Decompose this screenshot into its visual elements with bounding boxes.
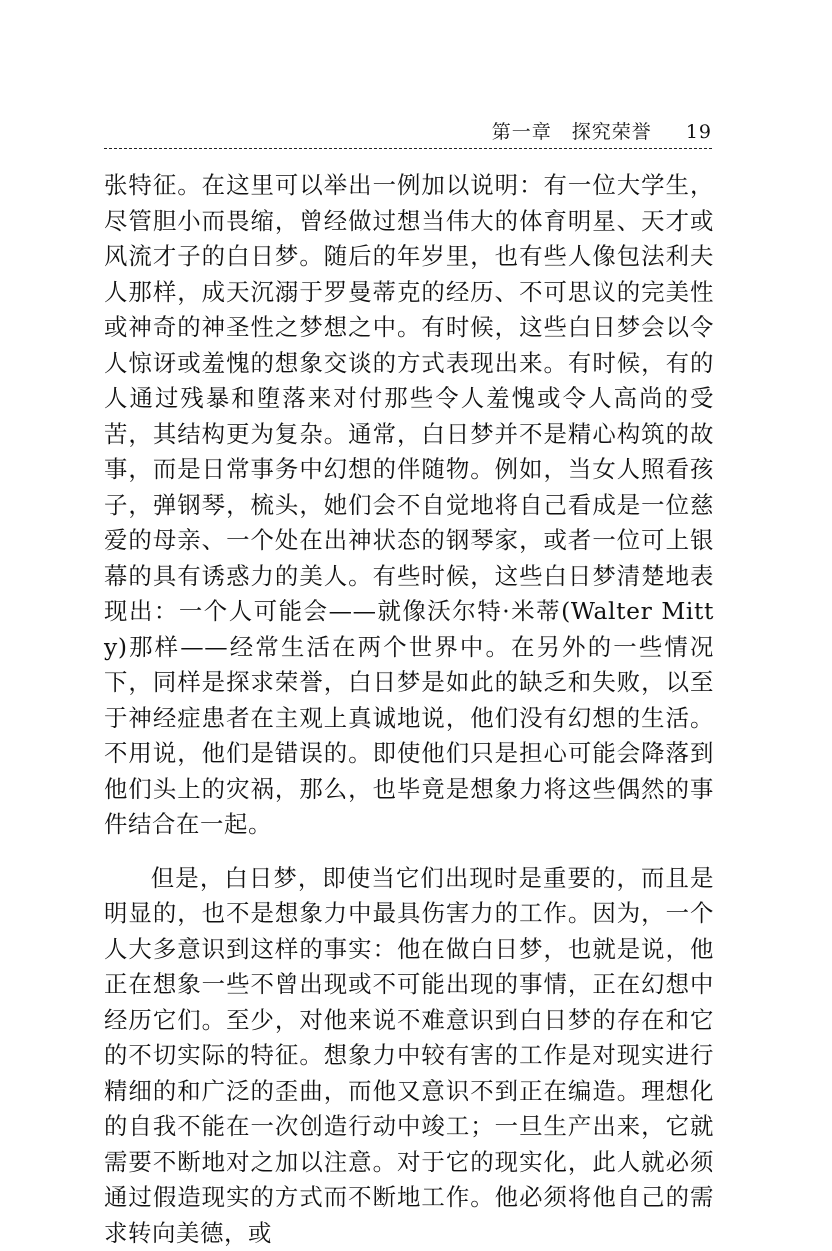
chapter-title: 第一章 探究荣誉	[492, 121, 652, 143]
paragraph-2: 但是，白日梦，即使当它们出现时是重要的，而且是明显的，也不是想象力中最具伤害力的工作。因为，一个人大多意识到这样的事实：他在做白日梦，也就是说，他正在想象一些不曾出现或不可能出现的事情，正在幻想中经历它们。至少，对他来说不难意识到白日梦的存在和它的不切实际的特征。想象力中较有害的工作是对现实进行精细的和广泛的歪曲，而他又意识不到正在编造。理想化的自我不能在一次创造行动中竣工；一旦生产出来，它就需要不断地对之加以注意。对于它的现实化，此人就必须通过假造现实的方式而不断地工作。他必须将他自己的需求转向美德，或	[104, 861, 714, 1251]
page-number: 19	[686, 121, 712, 143]
running-header	[104, 120, 712, 148]
header-rule	[104, 148, 712, 149]
paragraph-1: 张特征。在这里可以举出一例加以说明：有一位大学生，尽管胆小而畏缩，曾经做过想当伟大的体育明星、天才或风流才子的白日梦。随后的年岁里，也有些人像包法利夫人那样，成天沉溺于罗曼蒂克的经历、不可思议的完美性或神奇的神圣性之梦想之中。有时候，这些白日梦会以令人惊讶或羞愧的想象交谈的方式表现出来。有时候，有的人通过残暴和堕落来对付那些令人羞愧或令人高尚的受苦，其结构更为复杂。通常，白日梦并不是精心构筑的故事，而是日常事务中幻想的伴随物。例如，当女人照看孩子，弹钢琴，梳头，她们会不自觉地将自己看成是一位慈爱的母亲、一个处在出神状态的钢琴家，或者一位可上银幕的具有诱惑力的美人。有些时候，这些白日梦清楚地表现出：一个人可能会——就像沃尔特·米蒂(Walter Mitty)那样——经常生活在两个世界中。在另外的一些情况下，同样是探求荣誉，白日梦是如此的缺乏和失败，以至于神经症患者在主观上真诚地说，他们没有幻想的生活。不用说，他们是错误的。即使他们只是担心可能会降落到他们头上的灾祸，那么，也毕竟是想象力将这些偶然的事件结合在一起。	[104, 168, 714, 843]
body-text	[104, 168, 714, 1251]
header-text	[492, 120, 712, 144]
